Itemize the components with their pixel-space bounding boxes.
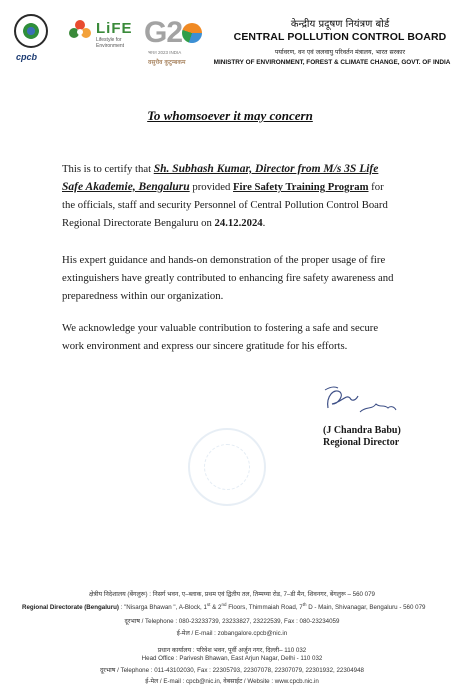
signature-mark <box>320 382 400 422</box>
regional-address-part: : "Nisarga Bhawan ", A-Block, 1 <box>118 604 207 612</box>
footer-head-office-hindi: प्रधान कार्यालय : परिवेश भवन, पूर्वी अर्जुन नगर, दिल्ली– 110 032 <box>157 647 307 654</box>
org-name: CENTRAL POLLUTION CONTROL BOARD <box>233 31 447 43</box>
g20-logo: G2 <box>144 16 202 50</box>
life-logo-icon <box>67 18 93 44</box>
cpcb-logo-text: cpcb <box>16 52 38 62</box>
g20-subtitle: भारत 2023 INDIA <box>148 50 182 55</box>
p1-intro: This is to certify that <box>62 163 154 175</box>
regional-address-part: & 2 <box>210 604 222 612</box>
guidance-paragraph: His expert guidance and hands-on demonstration of the proper usage of fire extinguishers have greatly contributed to enhancing fire safety awareness and preparedness within our organization. <box>62 254 394 302</box>
certificate-paragraph <box>62 160 398 232</box>
p1-text: provided <box>189 181 234 193</box>
regional-address-part: D - Main, Shivanagar, Bengaluru - 560 079 <box>306 604 426 612</box>
footer-regional-hindi: क्षेत्रीय निदेशालय (बेंगलुरू) : निसर्ग भवन, ए–ब्लाक, प्रथम एवं द्वितीय तल, तिम्मय्या रोड, 7–डी मैन, शिवनगर, बेंगलुरू – 560 079 <box>89 591 375 598</box>
faded-stamp-inner <box>204 444 250 490</box>
regional-address-part: Floors, Thimmaiah Road, 7 <box>226 604 303 612</box>
p1-text-continued: for the officials, staff and security Personnel of Central Pollution Control Board Regional Directorate Bengaluru on <box>62 181 388 229</box>
trainer-name: Sh. Subhash Kumar, Director from M/s 3S Life Safe Akademie, Bengaluru <box>62 163 379 193</box>
footer-head-phone: दूरभाष / Telephone : 011-43102030, Fax : 22305793, 22307078, 22307079, 22301932, 22304948 <box>100 667 364 674</box>
cpcb-logo <box>14 14 48 48</box>
life-logo-subtitle: Lifestyle for Environment <box>96 37 125 49</box>
signatory-title: Regional Director <box>323 437 400 448</box>
regional-label: Regional Directorate (Bengaluru) <box>22 604 119 612</box>
program-name: Fire Safety Training Program <box>233 181 369 193</box>
g20-motto: वसुधैव कुटुम्बकम <box>148 59 186 66</box>
acknowledgement-paragraph: We acknowledge your valuable contribution to fostering a safe and secure work environment and express our sincere gratitude for his efforts. <box>62 322 379 352</box>
footer-head-office: Head Office : Parivesh Bhawan, East Arjun Nagar, Delhi - 110 032 <box>141 655 323 662</box>
ministry-hindi: पर्यावरण, वन एवं जलवायु परिवर्तन मंत्रालय, भारत सरकार <box>274 49 406 56</box>
p1-end: . <box>262 217 266 229</box>
org-name-hindi: केन्द्रीय प्रदूषण नियंत्रण बोर्ड <box>290 19 390 30</box>
footer-regional-phone: दूरभाष / Telephone : 080-23233739, 23233827, 23222539, Fax : 080-23234059 <box>124 618 340 625</box>
ministry-name: MINISTRY OF ENVIRONMENT, FOREST & CLIMATE CHANGE, GOVT. OF INDIA <box>213 59 451 66</box>
footer-regional-email: ई-मेल / E-mail : zobangalore.cpcb@nic.in <box>176 630 288 637</box>
training-date: 24.12.2024 <box>214 217 263 229</box>
letter-heading: To whomsoever it may concern <box>147 108 313 123</box>
life-logo-word: LiFE <box>96 20 133 37</box>
footer-regional-address: Regional Directorate (Bengaluru) : "Nisarga Bhawan ", A-Block, 1st & 2nd Floors, Thimmaiah Road, 7th D - Main, Shivanagar, Bengaluru - 560 079 <box>22 602 426 612</box>
footer-head-web: ई-मेल / E-mail : cpcb@nic.in, वेबसाईट / Website : www.cpcb.nic.in <box>145 678 319 685</box>
signatory-name: (J Chandra Babu) <box>323 425 401 436</box>
